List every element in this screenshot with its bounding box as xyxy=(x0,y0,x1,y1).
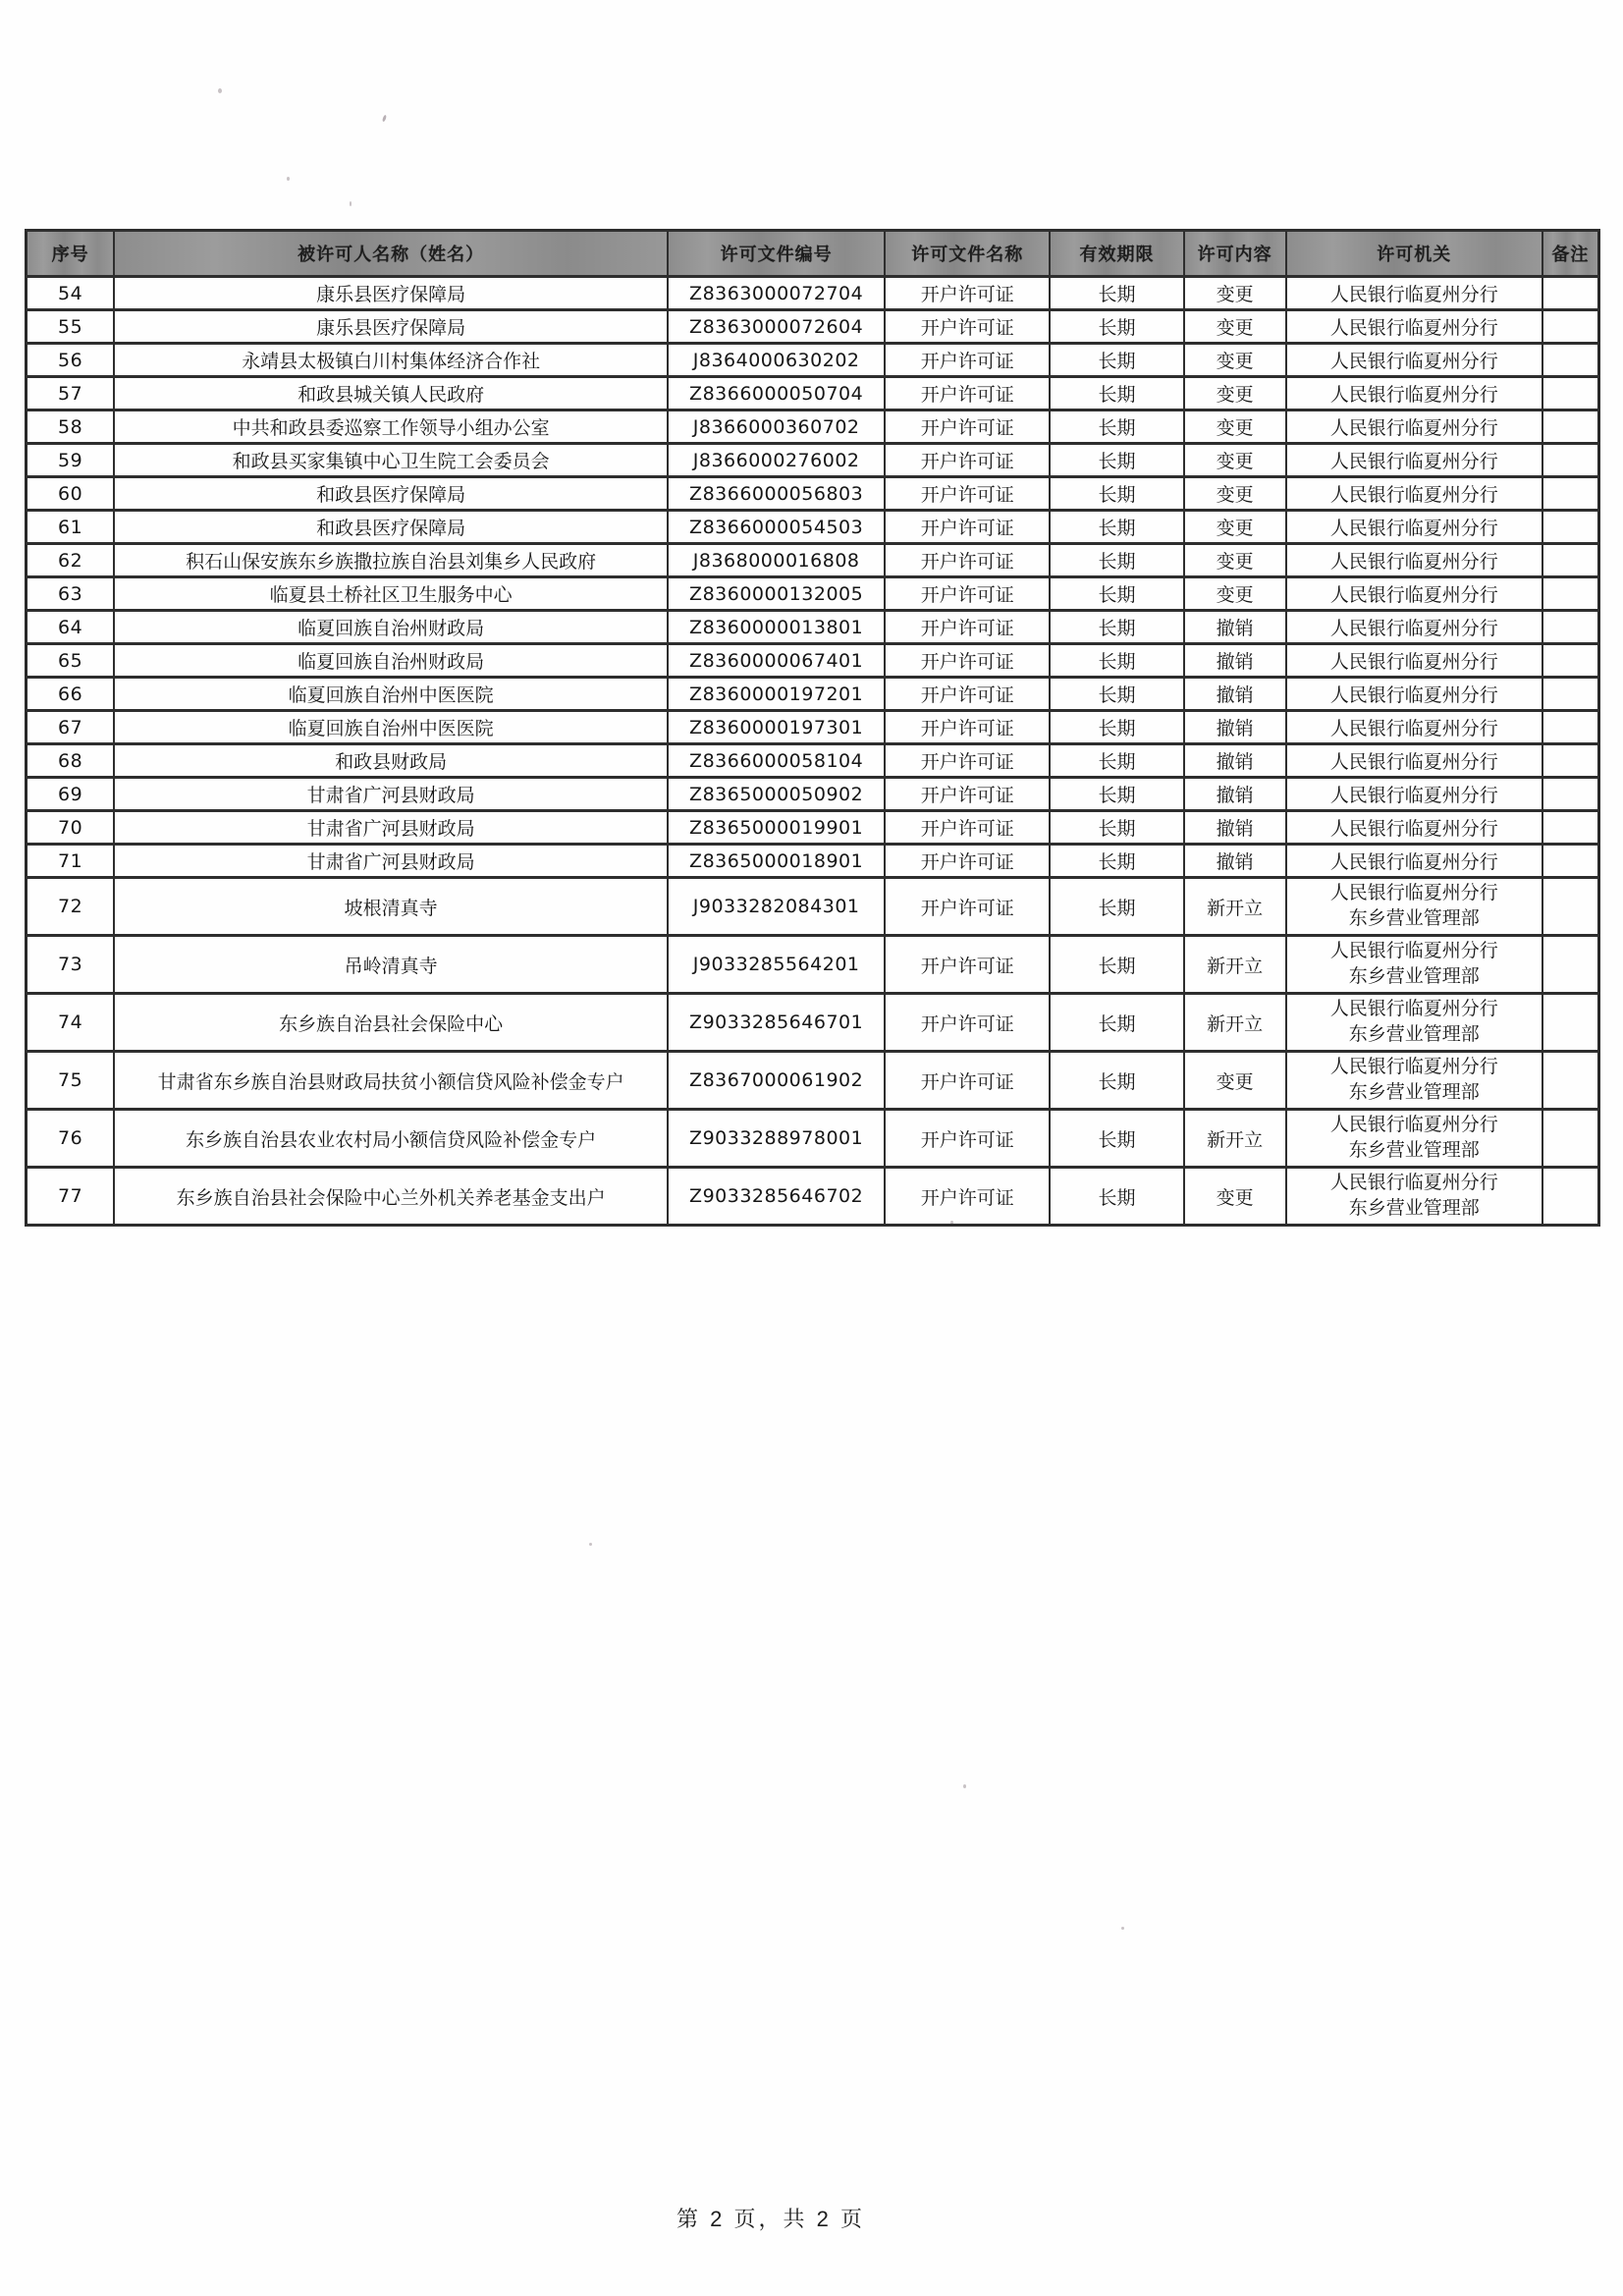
licensee-name-cell: 甘肃省广河县财政局 xyxy=(114,845,668,878)
license-doc-name-cell: 开户许可证 xyxy=(885,1110,1050,1168)
license-doc-name-cell: 开户许可证 xyxy=(885,744,1050,778)
license-no-cell: Z9033288978001 xyxy=(668,1110,885,1168)
validity-cell: 长期 xyxy=(1050,377,1183,410)
licensee-name-cell: 甘肃省广河县财政局 xyxy=(114,811,668,845)
license-doc-name-cell: 开户许可证 xyxy=(885,1168,1050,1226)
licensee-name-cell: 和政县医疗保障局 xyxy=(114,477,668,511)
license-doc-name-cell: 开户许可证 xyxy=(885,711,1050,744)
validity-cell: 长期 xyxy=(1050,544,1183,577)
licensee-name-cell: 东乡族自治县农业农村局小额信贷风险补偿金专户 xyxy=(114,1110,668,1168)
remark-cell xyxy=(1542,711,1599,744)
license-doc-name-cell: 开户许可证 xyxy=(885,644,1050,678)
authority-cell xyxy=(1286,878,1542,936)
licensee-name-cell: 临夏县土桥社区卫生服务中心 xyxy=(114,577,668,611)
license-no-cell: J9033285564201 xyxy=(668,936,885,994)
authority-line-2: 东乡营业管理部 xyxy=(1348,908,1480,929)
remark-cell xyxy=(1542,936,1599,994)
validity-cell: 长期 xyxy=(1050,994,1183,1052)
license-no-cell: Z8360000067401 xyxy=(668,644,885,678)
scan-speck xyxy=(1121,1927,1124,1930)
license-doc-name-cell: 开户许可证 xyxy=(885,778,1050,811)
scan-speck xyxy=(287,177,290,181)
license-doc-name-cell: 开户许可证 xyxy=(885,878,1050,936)
validity-cell: 长期 xyxy=(1050,936,1183,994)
table-row xyxy=(27,644,1599,678)
license-doc-name-cell: 开户许可证 xyxy=(885,310,1050,344)
license-doc-name-cell: 开户许可证 xyxy=(885,444,1050,477)
authority-cell: 人民银行临夏州分行 xyxy=(1286,511,1542,544)
license-content-cell: 撤销 xyxy=(1184,678,1286,711)
table-row xyxy=(27,811,1599,845)
license-no-cell: J9033282084301 xyxy=(668,878,885,936)
licensee-name-cell: 临夏回族自治州中医医院 xyxy=(114,711,668,744)
header-license-no: 许可文件编号 xyxy=(668,231,885,277)
table-row xyxy=(27,310,1599,344)
licensee-name-cell: 和政县买家集镇中心卫生院工会委员会 xyxy=(114,444,668,477)
authority-line-1: 人民银行临夏州分行 xyxy=(1329,1115,1498,1135)
authority-cell: 人民银行临夏州分行 xyxy=(1286,344,1542,377)
authority-line-1: 人民银行临夏州分行 xyxy=(1329,941,1498,961)
validity-cell: 长期 xyxy=(1050,811,1183,845)
scan-speck xyxy=(218,88,222,93)
remark-cell xyxy=(1542,277,1599,310)
remark-cell xyxy=(1542,644,1599,678)
validity-cell: 长期 xyxy=(1050,778,1183,811)
license-doc-name-cell: 开户许可证 xyxy=(885,678,1050,711)
licensee-name-cell: 临夏回族自治州财政局 xyxy=(114,644,668,678)
license-no-cell: J8366000360702 xyxy=(668,410,885,444)
serial-cell: 69 xyxy=(27,778,115,811)
authority-cell: 人民银行临夏州分行 xyxy=(1286,845,1542,878)
license-content-cell: 变更 xyxy=(1184,577,1286,611)
license-content-cell: 撤销 xyxy=(1184,845,1286,878)
page-footer: 第 2 页，共 2 页 xyxy=(676,2207,865,2231)
validity-cell: 长期 xyxy=(1050,1110,1183,1168)
header-license-doc-name: 许可文件名称 xyxy=(885,231,1050,277)
authority-cell xyxy=(1286,936,1542,994)
authority-cell xyxy=(1286,994,1542,1052)
license-no-cell: Z8367000061902 xyxy=(668,1052,885,1110)
serial-cell: 56 xyxy=(27,344,115,377)
authority-cell: 人民银行临夏州分行 xyxy=(1286,410,1542,444)
header-licensee-name: 被许可人名称（姓名） xyxy=(114,231,668,277)
validity-cell: 长期 xyxy=(1050,678,1183,711)
serial-cell: 62 xyxy=(27,544,115,577)
table-row xyxy=(27,410,1599,444)
licensee-name-cell: 康乐县医疗保障局 xyxy=(114,277,668,310)
serial-cell: 74 xyxy=(27,994,115,1052)
table-row xyxy=(27,577,1599,611)
license-no-cell: Z8366000056803 xyxy=(668,477,885,511)
header-validity: 有效期限 xyxy=(1050,231,1183,277)
remark-cell xyxy=(1542,678,1599,711)
table-row xyxy=(27,678,1599,711)
serial-cell: 58 xyxy=(27,410,115,444)
serial-cell: 72 xyxy=(27,878,115,936)
serial-cell: 66 xyxy=(27,678,115,711)
header-serial: 序号 xyxy=(27,231,115,277)
remark-cell xyxy=(1542,544,1599,577)
permit-table xyxy=(25,229,1600,1227)
validity-cell: 长期 xyxy=(1050,1052,1183,1110)
validity-cell: 长期 xyxy=(1050,410,1183,444)
license-content-cell: 变更 xyxy=(1184,511,1286,544)
license-content-cell: 撤销 xyxy=(1184,644,1286,678)
remark-cell xyxy=(1542,1052,1599,1110)
license-doc-name-cell: 开户许可证 xyxy=(885,477,1050,511)
authority-line-2: 东乡营业管理部 xyxy=(1348,966,1480,987)
authority-cell: 人民银行临夏州分行 xyxy=(1286,644,1542,678)
remark-cell xyxy=(1542,444,1599,477)
license-content-cell: 撤销 xyxy=(1184,711,1286,744)
license-content-cell: 新开立 xyxy=(1184,1110,1286,1168)
header-remark: 备注 xyxy=(1542,231,1599,277)
authority-cell: 人民银行临夏州分行 xyxy=(1286,778,1542,811)
license-no-cell: Z9033285646701 xyxy=(668,994,885,1052)
authority-line-1: 人民银行临夏州分行 xyxy=(1329,999,1498,1019)
license-content-cell: 撤销 xyxy=(1184,611,1286,644)
license-no-cell: J8366000276002 xyxy=(668,444,885,477)
authority-line-1: 人民银行临夏州分行 xyxy=(1329,883,1498,903)
serial-cell: 76 xyxy=(27,1110,115,1168)
licensee-name-cell: 中共和政县委巡察工作领导小组办公室 xyxy=(114,410,668,444)
remark-cell xyxy=(1542,1110,1599,1168)
scan-speck xyxy=(382,115,387,123)
license-content-cell: 新开立 xyxy=(1184,878,1286,936)
remark-cell xyxy=(1542,845,1599,878)
serial-cell: 65 xyxy=(27,644,115,678)
authority-cell: 人民银行临夏州分行 xyxy=(1286,611,1542,644)
authority-cell xyxy=(1286,1052,1542,1110)
authority-line-1: 人民银行临夏州分行 xyxy=(1329,1173,1498,1193)
remark-cell xyxy=(1542,410,1599,444)
license-no-cell: Z8365000018901 xyxy=(668,845,885,878)
license-no-cell: J8364000630202 xyxy=(668,344,885,377)
license-doc-name-cell: 开户许可证 xyxy=(885,994,1050,1052)
license-doc-name-cell: 开户许可证 xyxy=(885,344,1050,377)
table-row xyxy=(27,611,1599,644)
authority-cell xyxy=(1286,1110,1542,1168)
remark-cell xyxy=(1542,1168,1599,1226)
header-authority: 许可机关 xyxy=(1286,231,1542,277)
authority-line-2: 东乡营业管理部 xyxy=(1348,1082,1480,1103)
licensee-name-cell: 康乐县医疗保障局 xyxy=(114,310,668,344)
authority-cell: 人民银行临夏州分行 xyxy=(1286,477,1542,511)
authority-cell: 人民银行临夏州分行 xyxy=(1286,744,1542,778)
table-row xyxy=(27,994,1599,1052)
serial-cell: 70 xyxy=(27,811,115,845)
header-license-content: 许可内容 xyxy=(1184,231,1286,277)
serial-cell: 55 xyxy=(27,310,115,344)
validity-cell: 长期 xyxy=(1050,878,1183,936)
license-content-cell: 变更 xyxy=(1184,544,1286,577)
table-header-row xyxy=(27,231,1599,277)
validity-cell: 长期 xyxy=(1050,711,1183,744)
table-row xyxy=(27,344,1599,377)
license-content-cell: 新开立 xyxy=(1184,936,1286,994)
licensee-name-cell: 坡根清真寺 xyxy=(114,878,668,936)
license-no-cell: Z8363000072704 xyxy=(668,277,885,310)
validity-cell: 长期 xyxy=(1050,744,1183,778)
license-no-cell: Z8360000197301 xyxy=(668,711,885,744)
authority-cell: 人民银行临夏州分行 xyxy=(1286,678,1542,711)
license-doc-name-cell: 开户许可证 xyxy=(885,1052,1050,1110)
license-content-cell: 变更 xyxy=(1184,444,1286,477)
serial-cell: 57 xyxy=(27,377,115,410)
serial-cell: 71 xyxy=(27,845,115,878)
remark-cell xyxy=(1542,477,1599,511)
authority-cell: 人民银行临夏州分行 xyxy=(1286,577,1542,611)
licensee-name-cell: 临夏回族自治州财政局 xyxy=(114,611,668,644)
serial-cell: 75 xyxy=(27,1052,115,1110)
remark-cell xyxy=(1542,611,1599,644)
license-content-cell: 变更 xyxy=(1184,1168,1286,1226)
remark-cell xyxy=(1542,811,1599,845)
remark-cell xyxy=(1542,310,1599,344)
license-content-cell: 变更 xyxy=(1184,410,1286,444)
scan-speck xyxy=(350,201,352,206)
license-content-cell: 撤销 xyxy=(1184,811,1286,845)
authority-line-1: 人民银行临夏州分行 xyxy=(1329,1057,1498,1077)
table-row xyxy=(27,277,1599,310)
license-doc-name-cell: 开户许可证 xyxy=(885,511,1050,544)
remark-cell xyxy=(1542,994,1599,1052)
validity-cell: 长期 xyxy=(1050,277,1183,310)
validity-cell: 长期 xyxy=(1050,477,1183,511)
table-row xyxy=(27,845,1599,878)
table-row xyxy=(27,936,1599,994)
table-row xyxy=(27,1110,1599,1168)
remark-cell xyxy=(1542,511,1599,544)
table-row xyxy=(27,511,1599,544)
authority-cell: 人民银行临夏州分行 xyxy=(1286,711,1542,744)
table-row xyxy=(27,778,1599,811)
serial-cell: 60 xyxy=(27,477,115,511)
license-no-cell: Z8363000072604 xyxy=(668,310,885,344)
table-row xyxy=(27,477,1599,511)
table-row xyxy=(27,1052,1599,1110)
table-row xyxy=(27,1168,1599,1226)
authority-line-2: 东乡营业管理部 xyxy=(1348,1140,1480,1161)
serial-cell: 68 xyxy=(27,744,115,778)
licensee-name-cell: 和政县医疗保障局 xyxy=(114,511,668,544)
license-content-cell: 变更 xyxy=(1184,377,1286,410)
licensee-name-cell: 东乡族自治县社会保险中心兰外机关养老基金支出户 xyxy=(114,1168,668,1226)
validity-cell: 长期 xyxy=(1050,511,1183,544)
license-no-cell: Z8365000050902 xyxy=(668,778,885,811)
licensee-name-cell: 甘肃省广河县财政局 xyxy=(114,778,668,811)
license-no-cell: Z8366000054503 xyxy=(668,511,885,544)
remark-cell xyxy=(1542,344,1599,377)
licensee-name-cell: 永靖县太极镇白川村集体经济合作社 xyxy=(114,344,668,377)
serial-cell: 77 xyxy=(27,1168,115,1226)
license-content-cell: 变更 xyxy=(1184,310,1286,344)
license-doc-name-cell: 开户许可证 xyxy=(885,544,1050,577)
serial-cell: 64 xyxy=(27,611,115,644)
remark-cell xyxy=(1542,778,1599,811)
license-doc-name-cell: 开户许可证 xyxy=(885,845,1050,878)
authority-cell: 人民银行临夏州分行 xyxy=(1286,277,1542,310)
validity-cell: 长期 xyxy=(1050,444,1183,477)
license-no-cell: Z9033285646702 xyxy=(668,1168,885,1226)
license-no-cell: Z8365000019901 xyxy=(668,811,885,845)
serial-cell: 73 xyxy=(27,936,115,994)
table-row xyxy=(27,878,1599,936)
serial-cell: 61 xyxy=(27,511,115,544)
validity-cell: 长期 xyxy=(1050,845,1183,878)
table-row xyxy=(27,711,1599,744)
scan-speck xyxy=(589,1543,592,1546)
licensee-name-cell: 东乡族自治县社会保险中心 xyxy=(114,994,668,1052)
license-no-cell: Z8360000013801 xyxy=(668,611,885,644)
license-content-cell: 变更 xyxy=(1184,1052,1286,1110)
authority-cell: 人民银行临夏州分行 xyxy=(1286,444,1542,477)
license-content-cell: 新开立 xyxy=(1184,994,1286,1052)
validity-cell: 长期 xyxy=(1050,1168,1183,1226)
license-no-cell: Z8360000197201 xyxy=(668,678,885,711)
authority-cell: 人民银行临夏州分行 xyxy=(1286,377,1542,410)
license-doc-name-cell: 开户许可证 xyxy=(885,577,1050,611)
license-no-cell: Z8366000058104 xyxy=(668,744,885,778)
table-body xyxy=(27,277,1599,1226)
validity-cell: 长期 xyxy=(1050,611,1183,644)
license-doc-name-cell: 开户许可证 xyxy=(885,277,1050,310)
remark-cell xyxy=(1542,878,1599,936)
authority-line-2: 东乡营业管理部 xyxy=(1348,1024,1480,1045)
authority-line-2: 东乡营业管理部 xyxy=(1348,1198,1480,1219)
licensee-name-cell: 吊岭清真寺 xyxy=(114,936,668,994)
license-doc-name-cell: 开户许可证 xyxy=(885,410,1050,444)
validity-cell: 长期 xyxy=(1050,577,1183,611)
serial-cell: 59 xyxy=(27,444,115,477)
license-content-cell: 撤销 xyxy=(1184,744,1286,778)
license-no-cell: Z8366000050704 xyxy=(668,377,885,410)
license-doc-name-cell: 开户许可证 xyxy=(885,811,1050,845)
license-doc-name-cell: 开户许可证 xyxy=(885,936,1050,994)
licensee-name-cell: 和政县财政局 xyxy=(114,744,668,778)
validity-cell: 长期 xyxy=(1050,310,1183,344)
remark-cell xyxy=(1542,377,1599,410)
table-row xyxy=(27,544,1599,577)
license-no-cell: J8368000016808 xyxy=(668,544,885,577)
table-row xyxy=(27,444,1599,477)
license-content-cell: 变更 xyxy=(1184,477,1286,511)
licensee-name-cell: 临夏回族自治州中医医院 xyxy=(114,678,668,711)
licensee-name-cell: 甘肃省东乡族自治县财政局扶贫小额信贷风险补偿金专户 xyxy=(114,1052,668,1110)
authority-cell: 人民银行临夏州分行 xyxy=(1286,544,1542,577)
license-content-cell: 变更 xyxy=(1184,344,1286,377)
scan-speck xyxy=(963,1784,966,1788)
table-row xyxy=(27,744,1599,778)
license-no-cell: Z8360000132005 xyxy=(668,577,885,611)
licensee-name-cell: 和政县城关镇人民政府 xyxy=(114,377,668,410)
license-doc-name-cell: 开户许可证 xyxy=(885,377,1050,410)
validity-cell: 长期 xyxy=(1050,644,1183,678)
remark-cell xyxy=(1542,744,1599,778)
authority-cell xyxy=(1286,1168,1542,1226)
license-doc-name-cell: 开户许可证 xyxy=(885,611,1050,644)
serial-cell: 63 xyxy=(27,577,115,611)
remark-cell xyxy=(1542,577,1599,611)
table-row xyxy=(27,377,1599,410)
license-content-cell: 变更 xyxy=(1184,277,1286,310)
license-content-cell: 撤销 xyxy=(1184,778,1286,811)
serial-cell: 54 xyxy=(27,277,115,310)
authority-cell: 人民银行临夏州分行 xyxy=(1286,310,1542,344)
validity-cell: 长期 xyxy=(1050,344,1183,377)
licensee-name-cell: 积石山保安族东乡族撒拉族自治县刘集乡人民政府 xyxy=(114,544,668,577)
authority-cell: 人民银行临夏州分行 xyxy=(1286,811,1542,845)
serial-cell: 67 xyxy=(27,711,115,744)
